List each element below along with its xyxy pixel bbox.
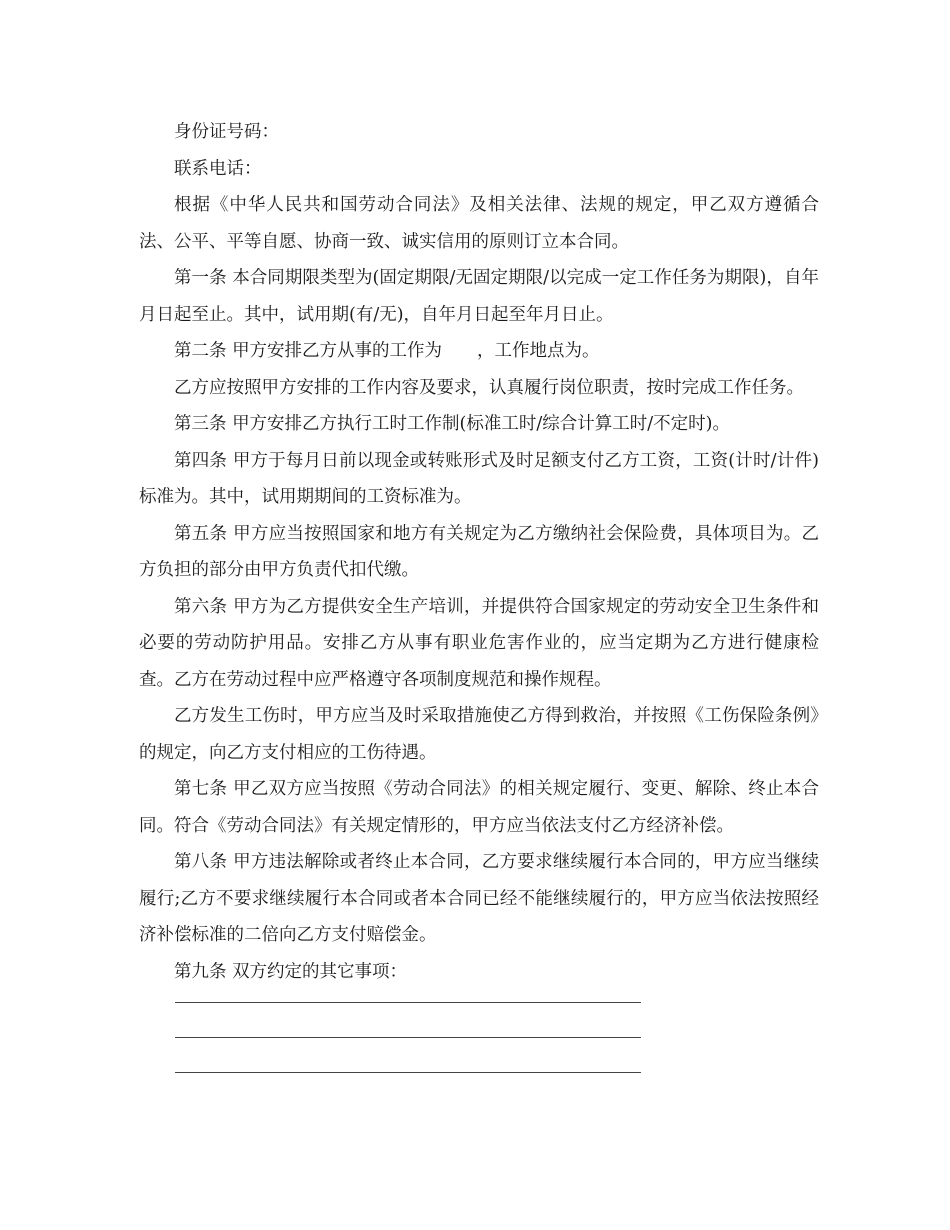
blank-line — [175, 1037, 641, 1038]
article-4: 第四条 甲方于每月日前以现金或转账形式及时足额支付乙方工资，工资(计时/计件)标准为。其中，试用期期间的工资标准为。 — [139, 450, 819, 507]
article-1: 第一条 本合同期限类型为(固定期限/无固定期限/以完成一定工作任务为期限)，自年月日起至止。其中，试用期(有/无)，自年月日起至年月日止。 — [139, 268, 819, 325]
article-9: 第九条 双方约定的其它事项： — [174, 961, 408, 982]
preamble-paragraph: 根据《中华人民共和国劳动合同法》及相关法律、法规的规定，甲乙双方遵循合法、公平、平等自愿、协商一致、诚实信用的原则订立本合同。 — [139, 195, 819, 252]
article-2: 第二条 甲方安排乙方从事的工作为 ，工作地点为。 — [174, 341, 600, 361]
id-number-line: 身份证号码： — [174, 122, 279, 142]
article-2-detail: 乙方应按照甲方安排的工作内容及要求，认真履行岗位职责，按时完成工作任务。 — [174, 377, 804, 398]
blank-lines — [175, 1002, 641, 1107]
article-7: 第七条 甲乙双方应当按照《劳动合同法》的相关规定履行、变更、解除、终止本合同。符合《劳动合同法》有关规定情形的，甲方应当依法支付乙方经济补偿。 — [139, 779, 819, 836]
blank-line — [175, 1002, 641, 1003]
phone-line: 联系电话： — [174, 158, 262, 179]
article-8: 第八条 甲方违法解除或者终止本合同，乙方要求继续履行本合同的，甲方应当继续履行;乙方不要求继续履行本合同或者本合同已经不能继续履行的，甲方应当依法按照经济补偿标准的二倍向乙方支付赔偿金。 — [139, 852, 819, 945]
article-5: 第五条 甲方应当按照国家和地方有关规定为乙方缴纳社会保险费，具体项目为。乙方负担的部分由甲方负责代扣代缴。 — [139, 523, 819, 580]
article-3: 第三条 甲方安排乙方执行工时工作制(标准工时/综合计算工时/不定时)。 — [174, 414, 731, 434]
contract-body — [139, 114, 819, 990]
blank-line — [175, 1072, 641, 1073]
article-6-injury: 乙方发生工伤时，甲方应当及时采取措施使乙方得到救治，并按照《工伤保险条例》的规定，向乙方支付相应的工伤待遇。 — [139, 706, 819, 763]
article-6: 第六条 甲方为乙方提供安全生产培训，并提供符合国家规定的劳动安全卫生条件和必要的劳动防护用品。安排乙方从事有职业危害作业的，应当定期为乙方进行健康检查。乙方在劳动过程中应严格遵守各项制度规范和操作规程。 — [139, 596, 819, 690]
